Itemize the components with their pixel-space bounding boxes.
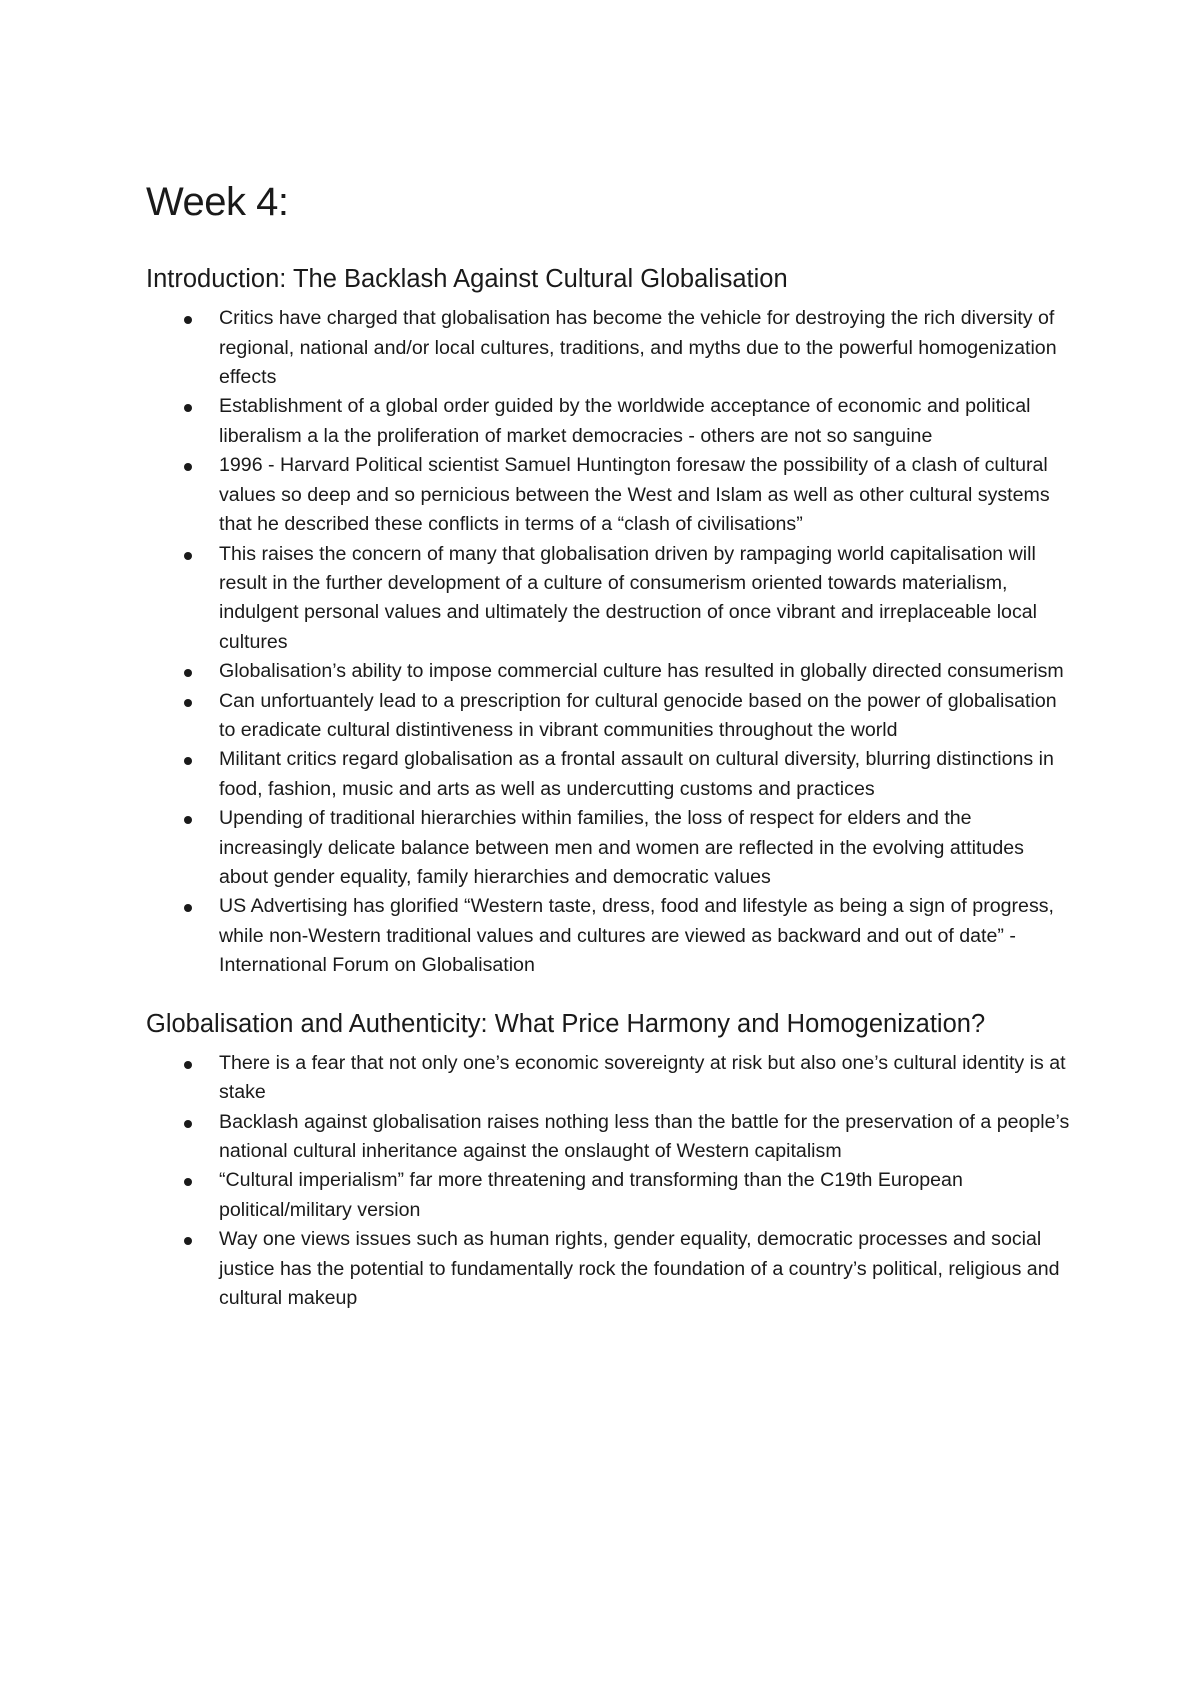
section-globalisation-authenticity (146, 1005, 1076, 1314)
list-item (146, 392, 1076, 451)
document-title: Week 4: (146, 180, 289, 224)
list-item (146, 1108, 1076, 1167)
list-item-text: This raises the concern of many that globalisation driven by rampaging world capitalisation will result in the further development of a culture of consumerism oriented towards materialism, indulgent personal values and ultimately the destruction of once vibrant and irreplaceable local cultures (219, 542, 1038, 653)
bullet-icon (184, 463, 192, 471)
bullet-icon (184, 1061, 192, 1069)
bullet-icon (184, 904, 192, 912)
list-item (146, 451, 1076, 539)
list-item-text: Militant critics regard globalisation as a frontal assault on cultural diversity, blurring distinctions in food, fashion, music and arts as well as undercutting customs and practices (219, 748, 1054, 800)
bullet-icon (184, 699, 192, 707)
list-item (146, 540, 1076, 658)
list-item (146, 1166, 1076, 1225)
bullet-icon (184, 816, 192, 824)
list-item-text: Upending of traditional hierarchies within families, the loss of respect for elders and the increasingly delicate balance between men and women are reflected in the evolving attitudes about gender equality, family hierarchies and democratic values (219, 807, 1024, 888)
list-item (146, 804, 1076, 892)
bullet-icon (184, 1120, 192, 1128)
list-item-text: Can unfortuantely lead to a prescription for cultural genocide based on the power of globalisation to eradicate cultural distintiveness in vibrant communities throughout the world (219, 689, 1057, 741)
list-item-text: Globalisation’s ability to impose commercial culture has resulted in globally directed consumerism (219, 660, 1064, 683)
list-item-text: Critics have charged that globalisation has become the vehicle for destroying the rich diversity of regional, national and/or local cultures, traditions, and myths due to the powerful homogenization effects (219, 307, 1057, 389)
list-item-text: There is a fear that not only one’s economic sovereignty at risk but also one’s cultural identity is at stake (219, 1051, 1066, 1104)
list-item-text: US Advertising has glorified “Western taste, dress, food and lifestyle as being a sign of progress, while non-Western traditional values and cultures are viewed as backward and out of date” - International Forum on Globalisation (219, 895, 1054, 977)
list-item (146, 892, 1076, 980)
bullet-icon (184, 1178, 192, 1186)
bullet-icon (184, 669, 192, 677)
list-item (146, 304, 1076, 392)
list-item-text: Way one views issues such as human rights, gender equality, democratic processes and social justice has the potential to fundamentally rock the foundation of a country’s political, religious and cultural makeup (219, 1228, 1060, 1310)
list-item-text: Establishment of a global order guided by the worldwide acceptance of economic and political liberalism a la the proliferation of market democracies - others are not so sanguine (219, 395, 1031, 447)
list-item (146, 657, 1076, 686)
bullet-icon (184, 552, 192, 560)
list-item (146, 1225, 1076, 1313)
bullet-icon (184, 404, 192, 412)
list-item-text: 1996 - Harvard Political scientist Samuel Huntington foresaw the possibility of a clash of cultural values so deep and so pernicious between the West and Islam as well as other cultural systems that he described these conflicts in terms of a “clash of civilisations” (219, 454, 1050, 536)
bullet-icon (184, 757, 192, 765)
bullet-list (146, 304, 1076, 980)
section-heading: Introduction: The Backlash Against Cultural Globalisation (146, 265, 788, 293)
document-page (146, 178, 1076, 1314)
bullet-icon (184, 316, 192, 324)
list-item (146, 1049, 1076, 1108)
section-heading: Globalisation and Authenticity: What Price Harmony and Homogenization? (146, 1009, 986, 1038)
list-item-text: “Cultural imperialism” far more threatening and transforming than the C19th European political/military version (219, 1169, 963, 1221)
list-item (146, 687, 1076, 746)
list-item-text: Backlash against globalisation raises nothing less than the battle for the preservation of a people’s national cultural inheritance against the onslaught of Western capitalism (219, 1110, 1070, 1163)
bullet-icon (184, 1237, 192, 1245)
section-introduction (146, 260, 1076, 981)
list-item (146, 745, 1076, 804)
bullet-list (146, 1049, 1076, 1314)
